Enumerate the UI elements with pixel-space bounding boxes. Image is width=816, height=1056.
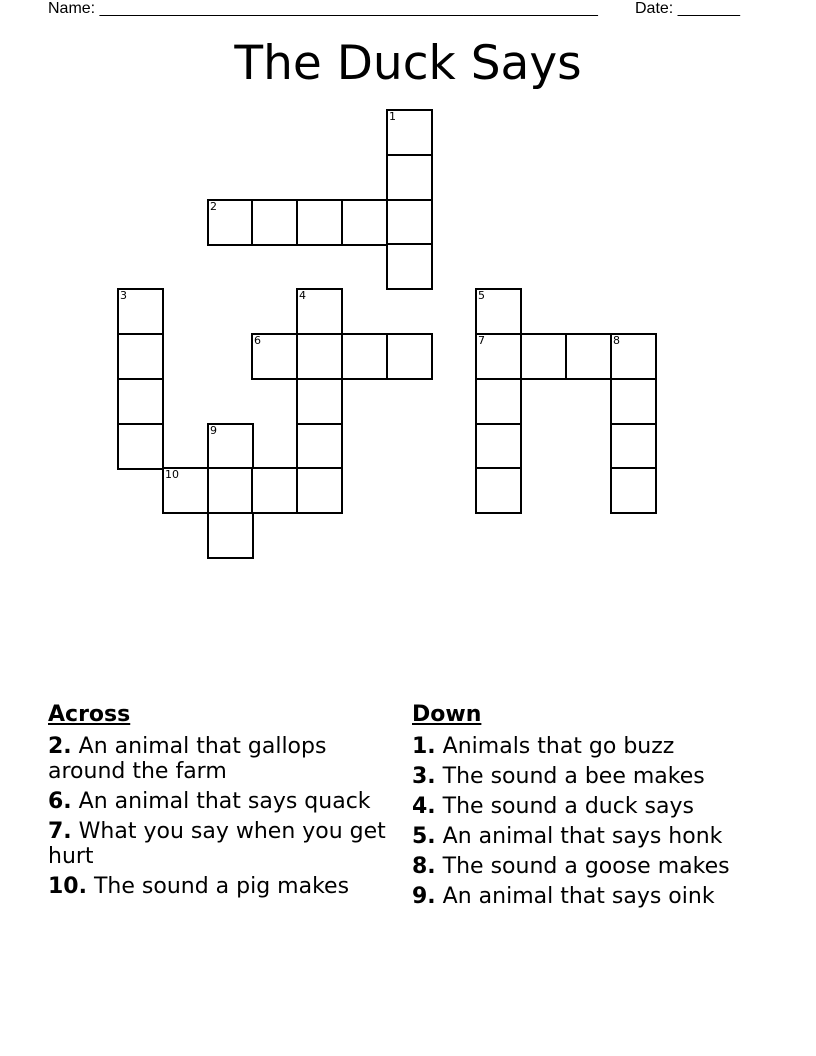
- across-heading: Across: [48, 702, 131, 727]
- grid-cell[interactable]: [341, 199, 388, 246]
- grid-cell[interactable]: [117, 333, 164, 380]
- clue-down-4: 4. The sound a duck says: [412, 794, 694, 819]
- grid-cell[interactable]: [296, 423, 343, 470]
- grid-cell[interactable]: [296, 199, 343, 246]
- clue-across-7: 7. What you say when you get hurt: [48, 819, 386, 869]
- clue-down-3: 3. The sound a bee makes: [412, 764, 705, 789]
- grid-cell[interactable]: [296, 378, 343, 425]
- grid-cell[interactable]: [475, 333, 522, 380]
- grid-cell[interactable]: [251, 199, 298, 246]
- grid-cell[interactable]: [117, 423, 164, 470]
- date-blank[interactable]: _______: [677, 0, 740, 17]
- cell-number: 7: [478, 334, 485, 347]
- grid-cell[interactable]: [475, 423, 522, 470]
- clue-down-5: 5. An animal that says honk: [412, 824, 723, 849]
- clue-down-9: 9. An animal that says oink: [412, 884, 715, 909]
- grid-cell[interactable]: [520, 333, 567, 380]
- date-label: Date:: [635, 0, 674, 17]
- clue-across-10: 10. The sound a pig makes: [48, 874, 350, 899]
- grid-cell[interactable]: [296, 288, 343, 335]
- grid-cell[interactable]: [610, 467, 657, 514]
- grid-cell[interactable]: [610, 378, 657, 425]
- cell-number: 9: [210, 424, 217, 437]
- name-blank[interactable]: ________________________________________________________: [99, 0, 598, 17]
- grid-cell[interactable]: [475, 288, 522, 335]
- grid-cell[interactable]: [117, 378, 164, 425]
- cell-number: 1: [389, 110, 396, 123]
- cell-number: 5: [478, 289, 485, 302]
- grid-cell[interactable]: [251, 467, 298, 514]
- down-heading: Down: [412, 702, 482, 727]
- down-clues: [412, 702, 792, 914]
- grid-cell[interactable]: [207, 467, 254, 514]
- cell-number: 6: [254, 334, 261, 347]
- grid-cell[interactable]: [386, 243, 433, 290]
- clue-across-6: 6. An animal that says quack: [48, 789, 371, 814]
- grid-cell[interactable]: [386, 199, 433, 246]
- grid-cell[interactable]: [162, 467, 209, 514]
- grid-cell[interactable]: [341, 333, 388, 380]
- clue-down-8: 8. The sound a goose makes: [412, 854, 730, 879]
- grid-cell[interactable]: [386, 333, 433, 380]
- across-clues: [48, 702, 388, 904]
- page-title: The Duck Says: [234, 36, 582, 91]
- cell-number: 4: [299, 289, 306, 302]
- clue-across-2: 2. An animal that gallops around the farm: [48, 734, 327, 784]
- grid-cell[interactable]: [386, 109, 433, 156]
- cell-number: 8: [613, 334, 620, 347]
- grid-cell[interactable]: [296, 333, 343, 380]
- cell-number: 10: [165, 468, 179, 481]
- grid-cell[interactable]: [475, 378, 522, 425]
- grid-cell[interactable]: [296, 467, 343, 514]
- name-label: Name:: [48, 0, 96, 17]
- grid-cell[interactable]: [386, 154, 433, 201]
- cell-number: 2: [210, 200, 217, 213]
- grid-cell[interactable]: [117, 288, 164, 335]
- clue-down-1: 1. Animals that go buzz: [412, 734, 675, 759]
- grid-cell[interactable]: [610, 333, 657, 380]
- cell-number: 3: [120, 289, 127, 302]
- grid-cell[interactable]: [207, 512, 254, 559]
- grid-cell[interactable]: [251, 333, 298, 380]
- grid-cell[interactable]: [207, 199, 254, 246]
- grid-cell[interactable]: [207, 423, 254, 470]
- grid-cell[interactable]: [610, 423, 657, 470]
- grid-cell[interactable]: [475, 467, 522, 514]
- grid-cell[interactable]: [565, 333, 612, 380]
